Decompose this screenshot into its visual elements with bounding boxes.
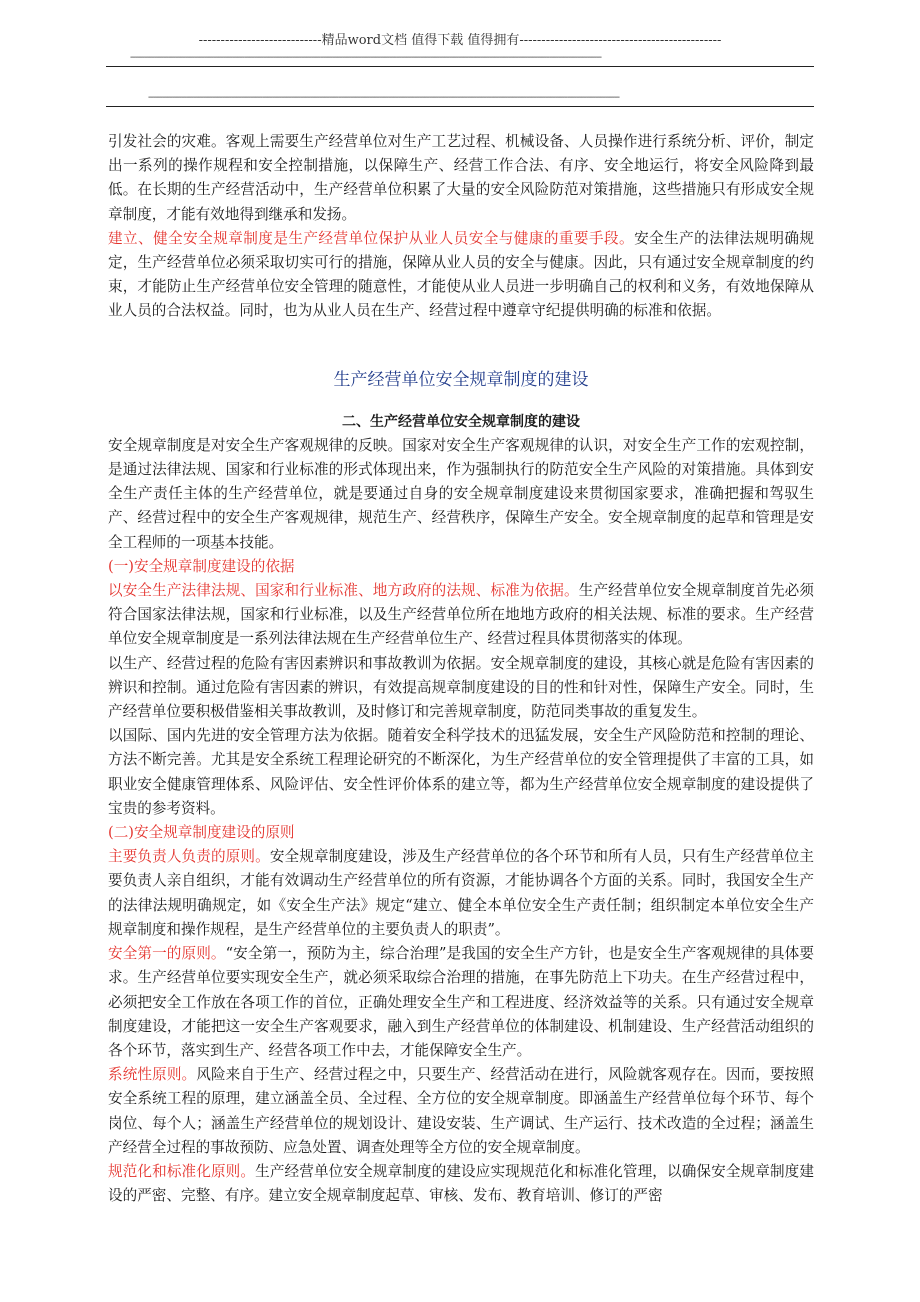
page-header-banner: ----------------------------精品word文档 值得下载 值得拥有---------------------------------------------- (198, 33, 722, 48)
subheading: (二)安全规章制度建设的原则 (108, 824, 295, 842)
paragraph (108, 942, 814, 1063)
paragraph-text: 生产经营单位安全规章制度首先必须符合国家法律法规，国家和行业标准，以及生产经营单位所在地地方政府的相关法规、标准的要求。生产经营单位安全规章制度是一系列法律法规在生产经营单位生产、经营过程具体贯彻落实的体现。 (108, 582, 814, 648)
paragraph: 以生产、经营过程的危险有害因素辨识和事故教训为依据。安全规章制度的建设，其核心就是危险有害因素的辨识和控制。通过危险有害因素的辨识，有效提高规章制度建设的目的性和针对性，保障生产安全。同时，生产经营单位要积极借鉴相关事故教训，及时修订和完善规章制度，防范同类事故的重复发生。 (108, 654, 814, 721)
paragraph-text: 安全规章制度建设，涉及生产经营单位的各个环节和所有人员，只有生产经营单位主要负责人亲自组织，才能有效调动生产经营单位的所有资源，才能协调各个方面的关系。同时，我国安全生产的法律法规明确规定，如《安全生产法》规定“建立、健全本单位安全生产责任制；组织制定本单位安全生产规章制度和操作规程，是生产经营单位的主要负责人的职责”。 (108, 848, 814, 938)
highlight-text: 主要负责人负责的原则。 (108, 848, 270, 866)
highlight-text: 以安全生产法律法规、国家和行业标准、地方政府的法规、标准为依据。 (108, 582, 579, 600)
highlight-text: 规范化和标准化原则。 (108, 1162, 256, 1180)
section-subtitle: 二、生产经营单位安全规章制度的建设 (342, 413, 580, 430)
paragraph (108, 1063, 814, 1160)
paragraph: 引发社会的灾难。客观上需要生产经营单位对生产工艺过程、机械设备、人员操作进行系统分析、评价，制定出一系列的操作规程和安全控制措施，以保障生产、经营工作合法、有序、安全地运行，将安全风险降到最低。在长期的生产经营活动中，生产经营单位积累了大量的安全风险防范对策措施，这些措施只有形成安全规章制度，才能有效地得到继承和发扬。 (108, 133, 814, 223)
paragraph (108, 1160, 814, 1208)
paragraph (108, 227, 814, 324)
section-title: 生产经营单位安全规章制度的建设 (333, 369, 589, 390)
highlight-text: 安全第一的原则。 (108, 945, 226, 963)
paragraph: 以国际、国内先进的安全管理方法为依据。随着安全科学技术的迅猛发展，安全生产风险防范和控制的理论、方法不断完善。尤其是安全系统工程理论研究的不断深化，为生产经营单位的安全管理提供了丰富的工具，如职业安全健康管理体系、风险评估、安全性评价体系的建立等，都为生产经营单位安全规章制度的建设提供了宝贵的参考资料。 (108, 727, 814, 817)
header-divider (106, 106, 814, 107)
paragraph-text: 安全生产的法律法规明确规定，生产经营单位必须采取切实可行的措施，保障从业人员的安全与健康。因此，只有通过安全规章制度的约束，才能防止生产经营单位安全管理的随意性，才能使从业人员进一步明确自己的权利和义务，有效地保障从业人员的合法权益。同时，也为从业人员在生产、经营过程中遵章守纪提供明确的标准和依据。 (108, 229, 814, 320)
highlight-text: 系统性原则。 (108, 1066, 197, 1084)
paragraph-text: 生产经营单位安全规章制度的建设应实现规范化和标准化管理，以确保安全规章制度建设的严密、完整、有序。建立安全规章制度起草、审核、发布、教育培训、修订的严密 (108, 1162, 814, 1205)
paragraph-text: “安全第一，预防为主，综合治理”是我国的安全生产方针，也是安全生产客观规律的具体要求。生产经营单位要实现安全生产，就必须采取综合治理的措施，在事先防范上下功夫。在生产经营过程中，必须把安全工作放在各项工作的首位，正确处理安全生产和工程进度、经济效益等的关系。只有通过安全规章制度建设，才能把这一安全生产客观要求，融入到生产经营单位的体制建设、机制建设、生产经营活动组织的各个环节，落实到生产、经营各项工作中去，才能保障安全生产。 (108, 945, 814, 1059)
header-dash-line: ------------------------------------------------------------------------------------------------------------------------------------------------------------------------------------------------------ (130, 52, 602, 63)
paragraph: 安全规章制度是对安全生产客观规律的反映。国家对安全生产客观规律的认识，对安全生产工作的宏观控制，是通过法律法规、国家和行业标准的形式体现出来，作为强制执行的防范安全生产风险的对策措施。具体到安全生产责任主体的生产经营单位，就是要通过自身的安全规章制度建设来贯彻国家要求，准确把握和驾驭生产、经营过程中的安全生产客观规律，规范生产、经营秩序，保障生产安全。安全规章制度的起草和管理是安全工程师的一项基本技能。 (108, 436, 814, 551)
paragraph (108, 845, 814, 942)
document-body (108, 130, 814, 1208)
paragraph (108, 579, 814, 652)
header-divider (106, 66, 814, 67)
header-dash-line: ------------------------------------------------------------------------------------------------------------------------------------------------------------------------------------------------------ (148, 92, 620, 103)
highlight-text: 建立、健全安全规章制度是生产经营单位保护从业人员安全与健康的重要手段。 (108, 229, 635, 247)
subheading: (一)安全规章制度建设的依据 (108, 557, 295, 575)
paragraph-text: 风险来自于生产、经营过程之中，只要生产、经营活动在进行，风险就客观存在。因而，要按照安全系统工程的原理，建立涵盖全员、全过程、全方位的安全规章制度。即涵盖生产经营单位每个环节、每个岗位、每个人；涵盖生产经营单位的规划设计、建设安装、生产调试、生产运行、技术改造的全过程；涵盖生产经营全过程的事故预防、应急处置、调查处理等全方位的安全规章制度。 (108, 1066, 814, 1156)
